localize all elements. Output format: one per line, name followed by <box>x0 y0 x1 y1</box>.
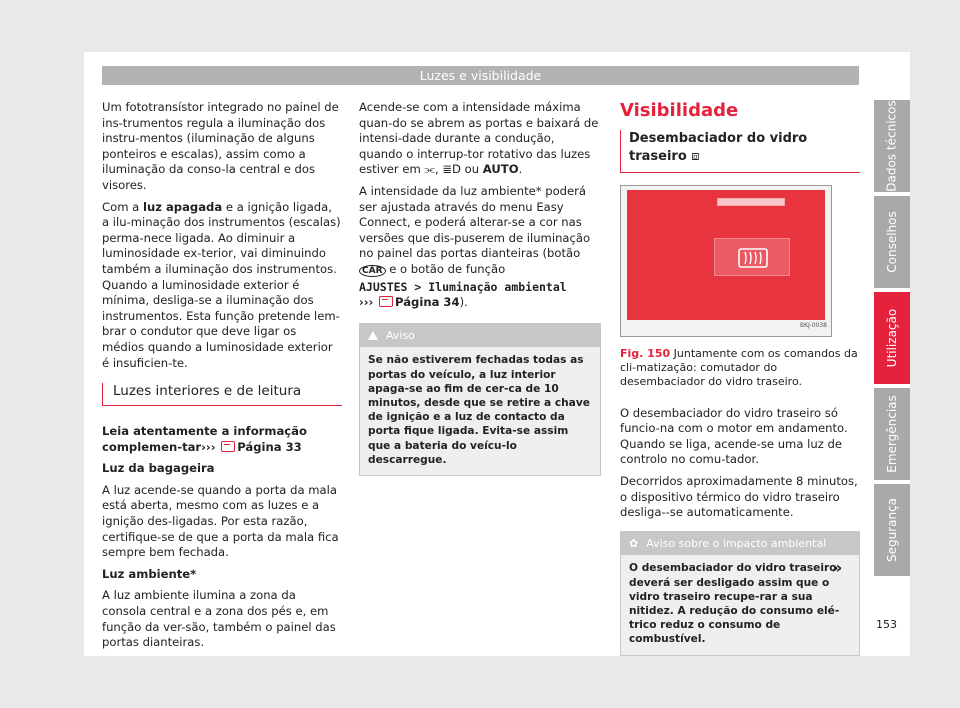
warning-header <box>360 324 600 348</box>
arrow-text: ››› <box>359 295 374 310</box>
paragraph: O desembaciador do vidro traseiro só funcio-na com o motor em andamento. Quando se liga, acende-se uma luz de controlo no comu-tador. <box>620 405 848 467</box>
rear-defrost-icon: ⧈ <box>691 149 700 164</box>
parking-light-icon: ⫘ <box>424 162 435 177</box>
warning-body: Se não estiverem fechadas todas as portas do veículo, a luz interior apaga-se ao fim de cer-ca de 10 minutos, desde que se retire a chave de ignição e a luz de contacto da porta fique ligada. Evita-se assim que a bateria do veícu-lo descarregue. <box>368 354 590 466</box>
continued-marker: » <box>832 558 843 577</box>
chapter-tabs <box>874 100 910 580</box>
paragraph: A luz acende-se quando a porta da mala está aberta, mesmo com as luzes e a ignição des-ligadas. Por esta razão, certifique-se de que a porta da mala fica sempre bem fechada. <box>102 482 339 560</box>
reference-note <box>102 424 342 455</box>
text: e a ignição ligada, a ilu-minação dos instrumentos (escalas) perma-nece ligada. Ao diminuir a luminosidade ex-terior, vai diminuindo também a iluminação dos instrumentos. Quando a luminosidade exterior é mínima, desliga-se a iluminação dos instrumentos. Esta função pretende lem-brar o condutor que deve ligar os médios quando a luminosidade exterior é insuficien-te. <box>102 199 341 370</box>
bold-text: Luz da bagageira <box>102 461 215 476</box>
column-left <box>102 100 342 657</box>
menu-path: AJUSTES > Iluminação ambiental <box>359 279 567 294</box>
column-right <box>620 100 860 656</box>
panel-indicator <box>717 198 785 206</box>
tab-utilizacao[interactable] <box>874 292 910 384</box>
caption-text: Juntamente com os comandos da cli-matização: comutador do desembaciador do vidro traseiro. <box>620 347 858 389</box>
page-header: Luzes e visibilidade <box>102 66 859 85</box>
paragraph <box>359 184 601 311</box>
text: . <box>518 162 523 177</box>
text: e o botão de função <box>385 261 506 276</box>
tab-emergencias[interactable] <box>874 388 910 480</box>
tab-label: Utilização <box>885 308 899 368</box>
page-link[interactable]: Página 34 <box>395 295 460 310</box>
paragraph: Um fototransístor integrado no painel de ins-trumentos regula a iluminação dos instru-mentos (iluminação de alguns ponteiros e escalas), assim como a iluminação da conso-la central e dos visores. <box>102 100 339 192</box>
text: ). <box>459 295 468 310</box>
tab-conselhos[interactable] <box>874 196 910 288</box>
car-button-icon: CAR <box>359 265 386 277</box>
environment-icon: ✿ <box>629 536 639 550</box>
tab-label: Segurança <box>885 497 900 563</box>
bold-text: Leia atentamente a informação complemen-tar <box>102 424 307 454</box>
tab-dados-tecnicos[interactable] <box>874 100 910 192</box>
subheading <box>102 461 342 477</box>
bold-text: Luz ambiente* <box>102 566 197 581</box>
page-number: 153 <box>876 618 897 631</box>
text: Com a <box>102 199 143 214</box>
rear-defrost-icon <box>715 239 791 277</box>
figure-caption <box>620 347 860 390</box>
paragraph <box>359 100 601 178</box>
environment-notice-title: Aviso sobre o impacto ambiental <box>646 536 827 550</box>
environment-notice-header <box>621 532 859 556</box>
figure-code: BKJ-0038 <box>799 322 827 330</box>
auto-symbol: AUTO <box>482 162 519 177</box>
figure-image <box>620 185 832 337</box>
paragraph: Decorridos aproximadamente 8 minutos, o dispositivo térmico do vidro traseiro desliga--se automaticamente. <box>620 473 858 520</box>
book-icon <box>221 441 235 452</box>
text: , <box>434 162 443 177</box>
environment-notice-body: O desembaciador do vidro traseiro deverá ser desligado assim que o vidro traseiro recupe-rar a sua nitidez. A redução do consumo elé-trico reduz o consumo de combustível. <box>629 562 840 646</box>
text: ou <box>460 162 483 177</box>
paragraph <box>102 200 342 372</box>
section-subheading: Luzes interiores e de leitura <box>102 383 342 406</box>
subheading <box>102 567 342 583</box>
figure-number: Fig. 150 <box>620 347 671 360</box>
tab-seguranca[interactable] <box>874 484 910 576</box>
arrow-text: ››› <box>201 439 216 454</box>
page-link[interactable]: Página 33 <box>237 439 302 454</box>
environment-notice-box <box>620 531 860 656</box>
bold-text: luz apagada <box>142 199 223 214</box>
tab-label: Dados técnicos <box>885 100 899 192</box>
warning-triangle-icon <box>368 331 378 340</box>
tab-label: Emergências <box>885 395 899 473</box>
text: A intensidade da luz ambiente* poderá ser ajustada através do menu Easy Connect, e poderá alterar-se a cor nas versões que dis-puserem de iluminação no painel das portas dianteiras (botão <box>359 183 591 261</box>
low-beam-icon: ≣D <box>442 162 461 177</box>
subheading-text: Desembaciador do vidro traseiro <box>629 131 808 164</box>
rear-defrost-button <box>714 238 790 276</box>
section-title: Visibilidade <box>620 100 739 121</box>
tab-label: Conselhos <box>885 211 899 273</box>
warning-box <box>359 323 601 476</box>
warning-title: Aviso <box>386 328 415 342</box>
section-subheading <box>620 130 860 173</box>
book-icon <box>379 296 393 307</box>
paragraph: A luz ambiente ilumina a zona da consola central e a zona dos pés e, em função da ver-são, também o painel das portas dianteiras. <box>102 588 336 650</box>
text: Acende-se com a intensidade máxima quan-do se abrem as portas e baixará de intensi-dade durante a condução, quando o interrup-tor rotativo das luzes estiver em <box>359 100 599 177</box>
column-middle <box>359 100 601 476</box>
